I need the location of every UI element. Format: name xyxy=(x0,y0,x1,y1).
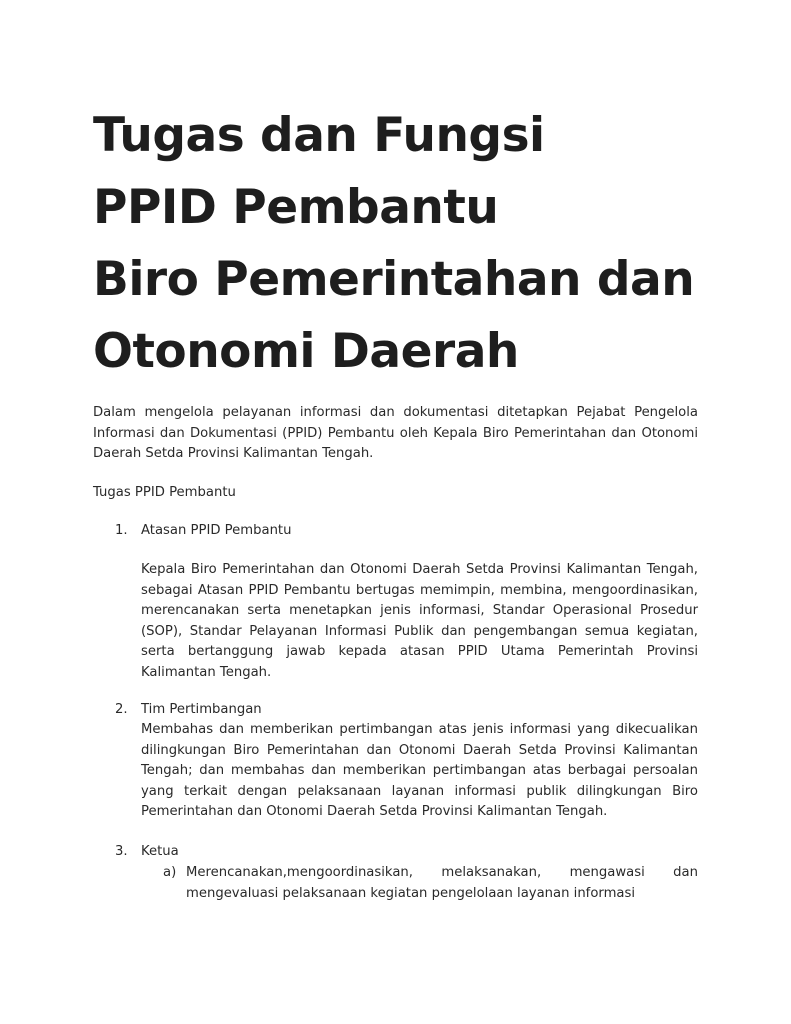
list-item-title: Tim Pertimbangan xyxy=(141,702,262,717)
list-item-number: 3. xyxy=(115,844,128,859)
section-label: Tugas PPID Pembantu xyxy=(93,485,236,500)
sub-item-text: Merencanakan,mengoordinasikan, melaksanakan, mengawasi dan mengevaluasi pelaksanaan kegiatan pengelolaan layanan informasi xyxy=(186,865,698,901)
title-line-4: Otonomi Daerah xyxy=(93,324,519,379)
list-item-number: 1. xyxy=(115,523,128,538)
list-item-title: Ketua xyxy=(141,844,179,859)
title-line-1: Tugas dan Fungsi xyxy=(93,108,545,163)
title-line-3: Biro Pemerintahan dan xyxy=(93,252,695,307)
intro-paragraph: Dalam mengelola pelayanan informasi dan dokumentasi ditetapkan Pejabat Pengelola Informasi dan Dokumentasi (PPID) Pembantu oleh Kepala Biro Pemerintahan dan Otonomi Daerah Setda Provinsi Kalimantan Tengah. xyxy=(93,405,698,461)
sub-item-letter: a) xyxy=(163,865,177,880)
list-item-title: Atasan PPID Pembantu xyxy=(141,523,292,538)
title-line-2: PPID Pembantu xyxy=(93,180,499,235)
list-item-number: 2. xyxy=(115,702,128,717)
list-item-body: Kepala Biro Pemerintahan dan Otonomi Daerah Setda Provinsi Kalimantan Tengah, sebagai Atasan PPID Pembantu bertugas memimpin, membina, mengoordinasikan, merencanakan serta menetapkan jenis informasi, Standar Operasional Prosedur (SOP), Standar Pelayanan Informasi Publik dan pengembangan semua kegiatan, serta bertanggung jawab kepada atasan PPID Utama Pemerintah Provinsi Kalimantan Tengah. xyxy=(141,562,698,680)
page-title xyxy=(93,100,733,388)
list-item-body: Membahas dan memberikan pertimbangan atas jenis informasi yang dikecualikan dilingkungan Biro Pemerintahan dan Otonomi Daerah Setda Provinsi Kalimantan Tengah; dan membahas dan memberikan pertimbangan atas berbagai persoalan yang terkait dengan pelaksanaan layanan informasi publik dilingkungan Biro Pemerintahan dan Otonomi Daerah Setda Provinsi Kalimantan Tengah. xyxy=(141,722,698,819)
